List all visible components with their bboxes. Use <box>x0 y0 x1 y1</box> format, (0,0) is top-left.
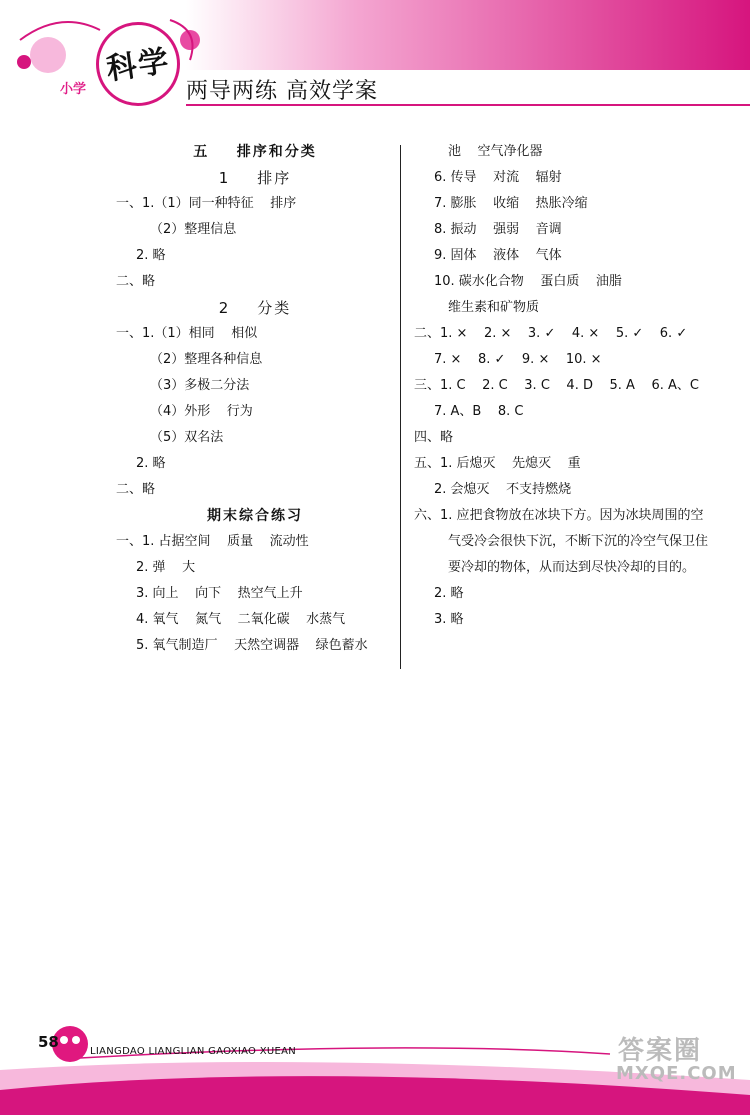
page-header <box>0 0 750 112</box>
answer-line: 池 空气净化器 <box>448 144 543 159</box>
right-column <box>414 139 714 633</box>
brand-subject: 科学 <box>104 43 173 88</box>
answer-line: 7. 膨胀 收缩 热胀冷缩 <box>434 196 588 211</box>
answer-line: 2. 弹 大 <box>136 560 196 575</box>
answer-line: 五、1. 后熄灭 先熄灭 重 <box>414 456 581 471</box>
answer-line: 9. 固体 液体 气体 <box>434 248 562 263</box>
answer-line: 二、略 <box>116 274 156 289</box>
answer-line: 一、1.（1）同一种特征 排序 <box>116 196 297 211</box>
column-divider <box>400 145 401 669</box>
watermark-url: MXQE.COM <box>616 1063 737 1084</box>
series-name: LIANGDAO LIANGLIAN GAOXIAO XUEAN <box>90 1046 297 1057</box>
header-rule <box>186 104 750 106</box>
answer-line: 7. × 8. ✓ 9. × 10. × <box>434 352 602 367</box>
answer-line: 3. 略 <box>434 612 464 627</box>
answer-line: 维生素和矿物质 <box>448 300 540 315</box>
left-column <box>116 139 394 659</box>
answer-line: 2. 会熄灭 不支持燃烧 <box>434 482 572 497</box>
answer-line: 一、1.（1）相同 相似 <box>116 326 258 341</box>
answer-line: 二、略 <box>116 482 156 497</box>
answer-line: 2. 略 <box>136 456 166 471</box>
answer-line: （4）外形 行为 <box>150 404 253 419</box>
watermark-logo: 答案圈 <box>618 1036 703 1066</box>
answer-line: （5）双名法 <box>150 430 224 445</box>
answer-line: 三、1. C 2. C 3. C 4. D 5. A 6. A、C <box>414 378 699 393</box>
answer-line: 2. 略 <box>136 248 166 263</box>
answer-line: 6. 传导 对流 辐射 <box>434 170 562 185</box>
answer-line: 二、1. × 2. × 3. ✓ 4. × 5. ✓ 6. ✓ <box>414 326 688 341</box>
answer-line: （2）整理各种信息 <box>150 352 263 367</box>
answer-line: 六、1. 应把食物放在冰块下方。因为冰块周围的空气受冷会很快下沉，不断下沉的冷空气保卫住要冷却的物体，从而达到尽快冷却的目的。 <box>414 508 709 575</box>
brand-level: 小学 <box>60 82 87 97</box>
page-number: 58 <box>38 1033 59 1051</box>
answer-line: （3）多极二分法 <box>150 378 250 393</box>
answer-line: 4. 氧气 氮气 二氧化碳 水蒸气 <box>136 612 346 627</box>
section-heading: 1 排序 <box>218 169 292 187</box>
answer-line: 3. 向上 向下 热空气上升 <box>136 586 303 601</box>
header-title: 两导两练 高效学案 <box>186 79 378 104</box>
answer-line: 8. 振动 强弱 音调 <box>434 222 562 237</box>
answer-line: 一、1. 占据空间 质量 流动性 <box>116 534 309 549</box>
answer-line: 2. 略 <box>434 586 464 601</box>
answer-line: 四、略 <box>414 430 454 445</box>
section-heading: 五 排序和分类 <box>193 144 317 160</box>
answer-line: 10. 碳水化合物 蛋白质 油脂 <box>434 274 622 289</box>
answer-line: （2）整理信息 <box>150 222 237 237</box>
answer-line: 7. A、B 8. C <box>434 404 524 419</box>
section-heading: 2 分类 <box>218 299 292 317</box>
section-heading: 期末综合练习 <box>207 508 303 524</box>
answer-line: 5. 氧气制造厂 天然空调器 绿色蓄水 <box>136 638 368 653</box>
